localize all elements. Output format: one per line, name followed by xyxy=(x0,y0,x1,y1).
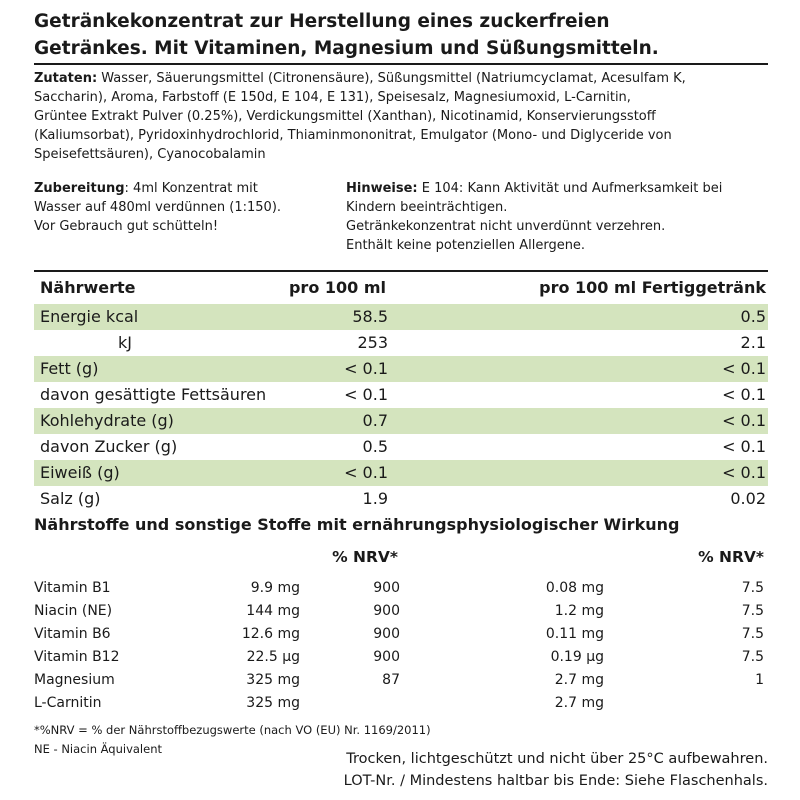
nutrition-row-energy-kj xyxy=(34,330,768,356)
nutrient-amount: 9.9 mg xyxy=(250,580,300,596)
row-per100: < 0.1 xyxy=(344,463,388,482)
ingredients-line-4: (Kaliumsorbat), Pyridoxinhydrochlorid, Thiaminmononitrat, Emulgator (Mono- und Diglyceride von xyxy=(34,128,672,143)
nutrients-title: Nährstoffe und sonstige Stoffe mit ernährungsphysiologischer Wirkung xyxy=(34,515,680,534)
nrv-header-concentrate: % NRV* xyxy=(332,548,398,566)
nutrient-amount: 325 mg xyxy=(246,672,300,688)
nutrient-nrv-ready: 7.5 xyxy=(741,603,764,619)
title-line-2: Getränkes. Mit Vitaminen, Magnesium und Süßungsmitteln. xyxy=(34,38,659,59)
preparation-line-3: Vor Gebrauch gut schütteln! xyxy=(34,219,219,234)
nutrient-name: Niacin (NE) xyxy=(34,603,113,619)
preparation-line-1: : 4ml Konzentrat mit xyxy=(124,181,258,196)
nutrient-row-niacin xyxy=(34,603,768,625)
nutrient-nrv: 900 xyxy=(373,649,400,665)
nutrient-row-carnitin xyxy=(34,695,768,717)
notes-block xyxy=(346,179,776,255)
nutrient-amount: 12.6 mg xyxy=(241,626,300,642)
row-ready: 0.02 xyxy=(730,489,766,508)
divider-nutrition xyxy=(34,270,768,272)
row-per100: 0.5 xyxy=(362,437,388,456)
row-label: davon Zucker (g) xyxy=(40,437,178,456)
nutrition-row-energy-kcal xyxy=(34,304,768,330)
preparation-label: Zubereitung xyxy=(34,181,125,196)
row-ready: 0.5 xyxy=(740,307,766,326)
row-per100: < 0.1 xyxy=(344,359,388,378)
nutrition-header-per100: pro 100 ml xyxy=(288,278,386,297)
row-label: Energie kcal xyxy=(40,307,139,326)
notes-line-1: E 104: Kann Aktivität und Aufmerksamkeit bei xyxy=(417,181,723,196)
notes-label: Hinweise: xyxy=(346,181,418,196)
nutrient-nrv-ready: 7.5 xyxy=(741,649,764,665)
row-label: kJ xyxy=(118,333,132,352)
row-ready: 2.1 xyxy=(740,333,766,352)
nutrient-amount: 22.5 µg xyxy=(246,649,300,665)
product-title xyxy=(34,8,774,62)
nutrition-row-carbs xyxy=(34,408,768,434)
nutrient-nrv-ready: 7.5 xyxy=(741,580,764,596)
row-ready: < 0.1 xyxy=(722,437,766,456)
nutrient-name: Vitamin B6 xyxy=(34,626,111,642)
row-label: davon gesättigte Fettsäuren xyxy=(40,385,267,404)
ingredients-line-2: Saccharin), Aroma, Farbstoff (E 150d, E 104, E 131), Speisesalz, Magnesiumoxid, L-Carnitin, xyxy=(34,90,631,105)
nutrient-amount-ready: 0.11 mg xyxy=(545,626,604,642)
nutrition-row-saturated xyxy=(34,382,768,408)
nutrient-name: Vitamin B12 xyxy=(34,649,120,665)
nutrient-nrv-ready: 7.5 xyxy=(741,626,764,642)
nutrient-name: Vitamin B1 xyxy=(34,580,111,596)
nutrient-row-b6 xyxy=(34,626,768,648)
row-per100: 58.5 xyxy=(352,307,388,326)
row-label: Kohlehydrate (g) xyxy=(40,411,174,430)
nutrient-nrv: 87 xyxy=(382,672,400,688)
nutrient-row-b1 xyxy=(34,580,768,602)
divider-top xyxy=(34,63,768,65)
nutrition-row-salt xyxy=(34,486,768,512)
footnote-ne: NE - Niacin Äquivalent xyxy=(34,742,163,756)
row-label: Eiweiß (g) xyxy=(40,463,120,482)
notes-line-4: Enthält keine potenziellen Allergene. xyxy=(346,238,586,253)
nutrient-nrv: 900 xyxy=(373,626,400,642)
storage-line-1: Trocken, lichtgeschützt und nicht über 25°C aufbewahren. xyxy=(346,751,768,767)
nutrient-amount: 144 mg xyxy=(246,603,300,619)
nutrient-nrv: 900 xyxy=(373,580,400,596)
nutrient-amount: 325 mg xyxy=(246,695,300,711)
row-ready: < 0.1 xyxy=(722,411,766,430)
row-per100: < 0.1 xyxy=(344,385,388,404)
nutrient-name: Magnesium xyxy=(34,672,115,688)
ingredients-label: Zutaten: xyxy=(34,71,98,86)
nutrition-header-label: Nährwerte xyxy=(40,278,136,297)
nutrition-row-sugar xyxy=(34,434,768,460)
ingredients-line-5: Speisefettsäuren), Cyanocobalamin xyxy=(34,147,266,162)
preparation-line-2: Wasser auf 480ml verdünnen (1:150). xyxy=(34,200,282,215)
nutrient-amount-ready: 2.7 mg xyxy=(554,672,604,688)
storage-line-2: LOT-Nr. / Mindestens haltbar bis Ende: Siehe Flaschenhals. xyxy=(343,773,768,789)
nutrient-amount-ready: 0.19 µg xyxy=(550,649,604,665)
title-line-1: Getränkekonzentrat zur Herstellung eines zuckerfreien xyxy=(34,11,610,32)
row-ready: < 0.1 xyxy=(722,463,766,482)
nutrition-header-ready: pro 100 ml Fertiggetränk xyxy=(539,278,766,297)
row-per100: 0.7 xyxy=(362,411,388,430)
row-label: Fett (g) xyxy=(40,359,99,378)
nutrient-amount-ready: 2.7 mg xyxy=(554,695,604,711)
ingredients-block xyxy=(34,69,774,164)
nutrition-row-protein xyxy=(34,460,768,486)
row-per100: 253 xyxy=(357,333,388,352)
notes-line-2: Kindern beeinträchtigen. xyxy=(346,200,508,215)
nrv-header-ready: % NRV* xyxy=(698,548,764,566)
notes-line-3: Getränkekonzentrat nicht unverdünnt verzehren. xyxy=(346,219,666,234)
nutrient-nrv-ready: 1 xyxy=(755,672,764,688)
footnote-nrv: *%NRV = % der Nährstoffbezugswerte (nach VO (EU) Nr. 1169/2011) xyxy=(34,723,431,737)
row-ready: < 0.1 xyxy=(722,385,766,404)
nutrition-row-fat xyxy=(34,356,768,382)
nutrient-amount-ready: 1.2 mg xyxy=(554,603,604,619)
row-ready: < 0.1 xyxy=(722,359,766,378)
nutrient-name: L-Carnitin xyxy=(34,695,102,711)
nutrient-row-magnesium xyxy=(34,672,768,694)
nutrient-amount-ready: 0.08 mg xyxy=(545,580,604,596)
ingredients-line-1: Wasser, Säuerungsmittel (Citronensäure), Süßungsmittel (Natriumcyclamat, Acesulfam K, xyxy=(97,71,686,86)
nutrient-row-b12 xyxy=(34,649,768,671)
row-label: Salz (g) xyxy=(40,489,101,508)
ingredients-line-3: Grüntee Extrakt Pulver (0.25%), Verdickungsmittel (Xanthan), Nicotinamid, Konservierungsstoff xyxy=(34,109,656,124)
nutrient-nrv: 900 xyxy=(373,603,400,619)
preparation-block xyxy=(34,179,334,236)
row-per100: 1.9 xyxy=(362,489,388,508)
